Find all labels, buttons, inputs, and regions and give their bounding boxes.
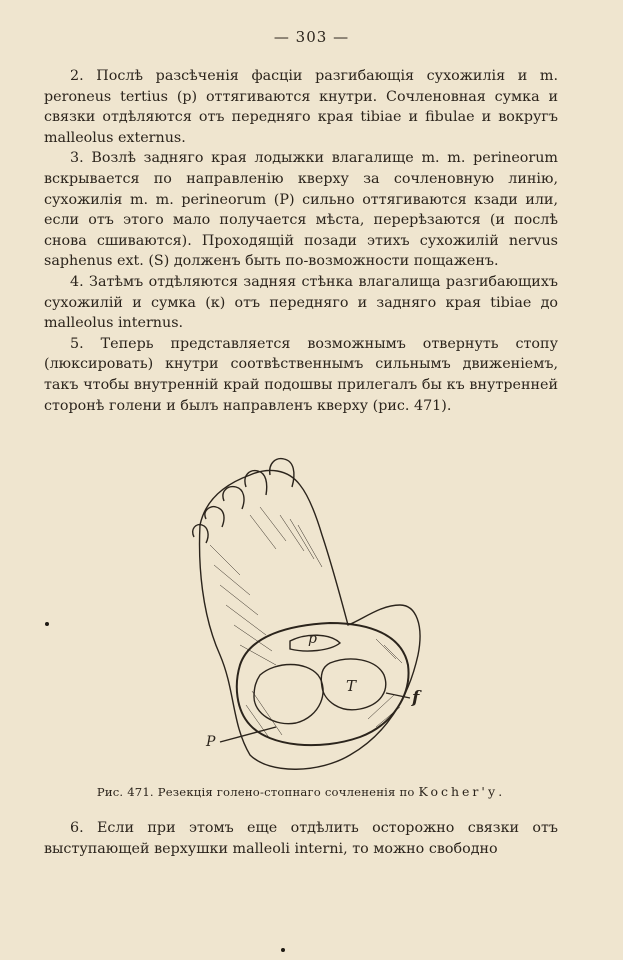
wound-hatching [246,639,402,739]
leader-P [220,727,276,742]
paragraph-4: 4. Затѣмъ отдѣляются задняя стѣнка влагалища разгибающихъ сухожилій и сумка (к) отъ передняго и задняго края tibiae до malleolus internus. [44,273,558,332]
paragraph-3: 3. Возлѣ задняго края лодыжки влагалище m. m. perineorum вскрывается по направленію кверху за сочленовную линію, сухожилія m. m. perineorum (P) сильно оттягиваются кзади или, если отъ этого мало получается мѣста, перерѣзаются (и послѣ снова сшиваются). Проходящій позади этихъ сухожилій nervus saphenus ext. (S) долженъ быть по-возможности пощаженъ. [44,150,558,270]
label-p-upper: p [308,631,317,647]
toe-1 [270,459,294,487]
caption-author: Kocher'у. [418,784,506,799]
main-text [44,66,558,416]
figure-471-illustration [180,455,440,785]
foot-outline [200,470,420,769]
foot-hatching [210,507,322,665]
label-f: f [412,688,420,708]
label-P-lower: P [206,734,216,750]
label-T: T [346,677,357,695]
ink-speck [281,948,285,952]
toe-4 [205,507,224,527]
toe-2 [245,471,267,495]
foot-resection-drawing [180,455,440,785]
paragraph-6: 6. Если при этомъ еще отдѣлить осторожно связки отъ выступающей верхушки malleoli interni, то можно свободно [44,820,558,857]
closing-text [44,818,558,859]
tibia-end [254,665,323,724]
toe-3 [223,487,244,509]
figure-caption [44,784,558,799]
paragraph-5: 5. Теперь представляется возможнымъ отвернуть стопу (люксировать) кнутри соотвѣственнымъ сильнымъ движеніемъ, такъ чтобы внутренній край подошвы прилегалъ бы къ внутренней сторонѣ голени и былъ направленъ кверху (рис. 471). [44,335,558,414]
paragraph-2: 2. Послѣ разсѣченія фасціи разгибающія сухожилія и m. peroneus tertius (p) оттягиваются кнутри. Сочленовная сумка и связки отдѣляются отъ передняго края tibiae и fibulae и вокругъ malleolus externus. [44,68,558,146]
page-number: — 303 — [273,28,350,46]
caption-text: Рис. 471. Резекція голено-стопнаго сочлененія по [96,785,415,799]
leader-f [386,693,410,698]
ink-speck [45,622,49,626]
